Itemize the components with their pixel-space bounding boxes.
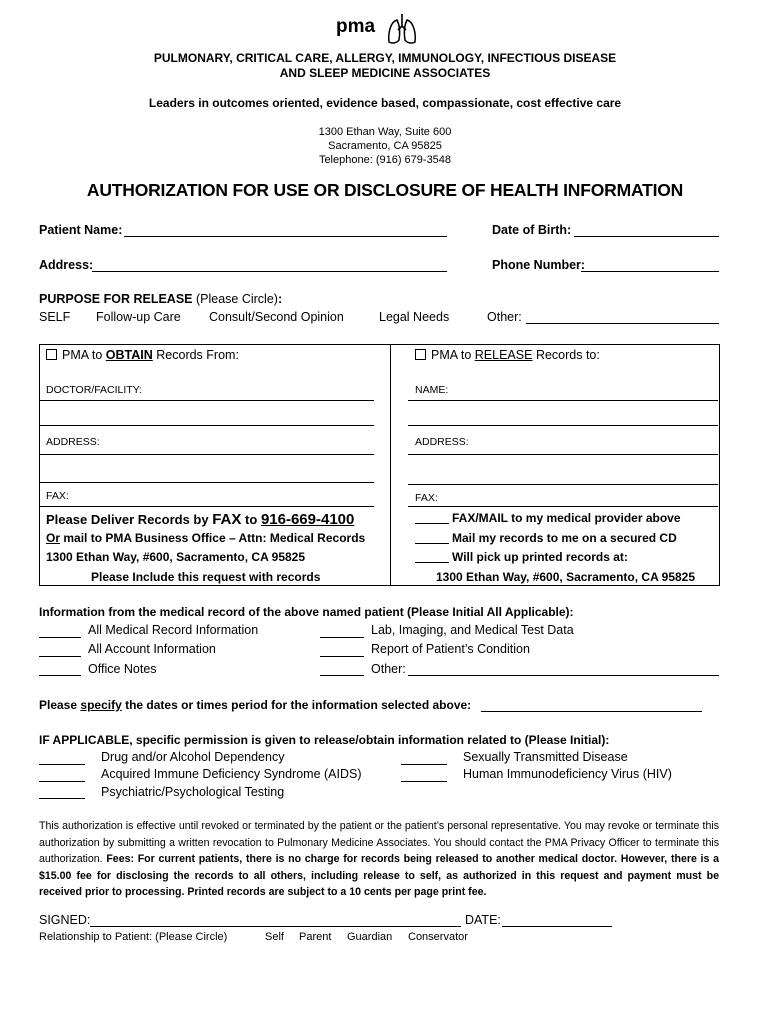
pickup-address: 1300 Ethan Way, #600, Sacramento, CA 95825 bbox=[436, 570, 696, 584]
release-fax-field[interactable] bbox=[408, 506, 718, 507]
phone-label: Phone Number: bbox=[492, 258, 586, 272]
perm-initial-blank-3[interactable] bbox=[39, 798, 85, 799]
release-address-label: ADDRESS: bbox=[415, 436, 469, 448]
purpose-option-followup[interactable]: Follow-up Care bbox=[96, 310, 181, 324]
lungs-icon bbox=[386, 12, 418, 46]
legal-text: This authorization is effective until revoked or terminated by the patient or the patient’s personal representative. You may revoke or terminate this authorization by submitting a written revocation to Pulmonary Medicine Associates. You should contact the PMA Privacy Officer to terminate this authorization. bbox=[39, 820, 719, 865]
obtain-address-field-2[interactable] bbox=[39, 482, 374, 483]
info-initial-blank-6[interactable] bbox=[320, 675, 364, 676]
info-item-account: All Account Information bbox=[88, 642, 216, 656]
dates-field[interactable] bbox=[481, 711, 702, 712]
org-address-line1: 1300 Ethan Way, Suite 600 bbox=[318, 126, 452, 138]
form-title: AUTHORIZATION FOR USE OR DISCLOSURE OF HEALTH INFORMATION bbox=[86, 180, 684, 200]
business-office-address: 1300 Ethan Way, #600, Sacramento, CA 95825 bbox=[46, 550, 306, 564]
signature-field[interactable] bbox=[90, 926, 461, 927]
info-item-lab-imaging: Lab, Imaging, and Medical Test Data bbox=[371, 623, 574, 637]
info-item-other: Other: bbox=[371, 662, 406, 676]
doctor-facility-label: DOCTOR/FACILITY: bbox=[46, 384, 143, 396]
org-name-line1: PULMONARY, CRITICAL CARE, ALLERGY, IMMUNOLOGY, INFECTIOUS DISEASE bbox=[153, 51, 617, 65]
obtain-fax-field[interactable] bbox=[39, 506, 374, 507]
org-name-line2: AND SLEEP MEDICINE ASSOCIATES bbox=[279, 66, 491, 80]
fax-number: 916-669-4100 bbox=[260, 511, 355, 528]
release-option1-blank[interactable] bbox=[415, 523, 449, 524]
deliver-by-fax: Please Deliver Records by FAX to 916-669-4100 bbox=[46, 511, 355, 528]
relationship-label: Relationship to Patient: (Please Circle) bbox=[39, 931, 228, 943]
release-name-label: NAME: bbox=[415, 384, 449, 396]
release-address-field-2[interactable] bbox=[408, 484, 718, 485]
signed-label: SIGNED: bbox=[39, 913, 91, 927]
info-initial-blank-1[interactable] bbox=[39, 637, 81, 638]
obtain-address-field[interactable] bbox=[39, 454, 374, 455]
obtain-keyword: OBTAIN bbox=[105, 348, 153, 362]
release-option2: Mail my records to me on a secured CD bbox=[452, 531, 677, 545]
perm-item-aids: Acquired Immune Deficiency Syndrome (AIDS) bbox=[101, 767, 362, 781]
info-other-field[interactable] bbox=[408, 675, 719, 676]
info-heading: Information from the medical record of the above named patient (Please Initial All Applicable): bbox=[39, 605, 574, 619]
info-initial-blank-3[interactable] bbox=[39, 675, 81, 676]
dates-prompt: Please specify the dates or times period for the information selected above: bbox=[39, 698, 472, 712]
dob-field[interactable] bbox=[574, 236, 719, 237]
date-label: DATE: bbox=[465, 913, 501, 927]
purpose-label: PURPOSE FOR RELEASE bbox=[39, 292, 193, 306]
org-address-line2: Sacramento, CA 95825 bbox=[328, 140, 442, 152]
include-request-note: Please Include this request with records bbox=[91, 570, 321, 584]
purpose-other-field[interactable] bbox=[526, 323, 719, 324]
address-field[interactable] bbox=[92, 271, 447, 272]
obtain-address-label: ADDRESS: bbox=[46, 436, 100, 448]
info-item-report-condition: Report of Patient’s Condition bbox=[371, 642, 530, 656]
signature-date-field[interactable] bbox=[502, 926, 612, 927]
relationship-parent[interactable]: Parent bbox=[299, 931, 332, 943]
legal-paragraph bbox=[39, 818, 719, 901]
release-checkbox[interactable] bbox=[415, 349, 426, 360]
perm-item-drug-alcohol: Drug and/or Alcohol Dependency bbox=[101, 750, 285, 764]
perm-initial-blank-2[interactable] bbox=[39, 781, 85, 782]
doctor-facility-field[interactable] bbox=[39, 400, 374, 401]
address-label: Address: bbox=[39, 258, 94, 272]
release-option3: Will pick up printed records at: bbox=[452, 550, 628, 564]
purpose-option-self[interactable]: SELF bbox=[39, 310, 71, 324]
obtain-heading: PMA to OBTAIN Records From: bbox=[46, 348, 239, 362]
release-option1: FAX/MAIL to my medical provider above bbox=[452, 511, 681, 525]
release-option2-blank[interactable] bbox=[415, 543, 449, 544]
release-address-field[interactable] bbox=[408, 454, 718, 455]
info-item-all-medical: All Medical Record Information bbox=[88, 623, 259, 637]
fees-text: Fees: For current patients, there is no charge for records being released to another medical doctor. However, there is a $15.00 fee for disclosing the records to all others, including release to self, as authorized in this request and payment must be received prior to processing. Printed records are subject to a 10 cents per page print fee. bbox=[39, 853, 719, 898]
release-option3-blank[interactable] bbox=[415, 562, 449, 563]
obtain-fax-label: FAX: bbox=[46, 490, 69, 502]
release-keyword: RELEASE bbox=[474, 348, 533, 362]
purpose-hint: (Please Circle) bbox=[195, 292, 278, 306]
phone-field[interactable] bbox=[581, 271, 719, 272]
relationship-guardian[interactable]: Guardian bbox=[347, 931, 393, 943]
release-name-field-2[interactable] bbox=[408, 425, 718, 426]
perm-item-psych: Psychiatric/Psychological Testing bbox=[101, 785, 285, 799]
purpose-heading: PURPOSE FOR RELEASE (Please Circle): bbox=[39, 292, 283, 306]
perm-initial-blank-4[interactable] bbox=[401, 764, 447, 765]
patient-name-label: Patient Name: bbox=[39, 223, 123, 237]
patient-name-field[interactable] bbox=[124, 236, 447, 237]
info-initial-blank-4[interactable] bbox=[320, 637, 364, 638]
tagline: Leaders in outcomes oriented, evidence based, compassionate, cost effective care bbox=[148, 96, 622, 110]
dob-label: Date of Birth: bbox=[492, 223, 572, 237]
info-initial-blank-2[interactable] bbox=[39, 656, 81, 657]
logo-text: pma bbox=[336, 16, 376, 37]
relationship-conservator[interactable]: Conservator bbox=[408, 931, 468, 943]
records-box-divider bbox=[390, 344, 391, 585]
purpose-option-other[interactable]: Other: bbox=[487, 310, 522, 324]
perm-initial-blank-1[interactable] bbox=[39, 764, 85, 765]
org-phone: Telephone: (916) 679-3548 bbox=[318, 154, 452, 166]
perm-item-hiv: Human Immunodeficiency Virus (HIV) bbox=[463, 767, 672, 781]
release-name-field[interactable] bbox=[408, 400, 718, 401]
relationship-self[interactable]: Self bbox=[265, 931, 284, 943]
perm-item-std: Sexually Transmitted Disease bbox=[463, 750, 628, 764]
obtain-checkbox[interactable] bbox=[46, 349, 57, 360]
doctor-facility-field-2[interactable] bbox=[39, 425, 374, 426]
permission-heading: IF APPLICABLE, specific permission is given to release/obtain information related to (Please Initial): bbox=[39, 733, 610, 747]
perm-initial-blank-5[interactable] bbox=[401, 781, 447, 782]
info-initial-blank-5[interactable] bbox=[320, 656, 364, 657]
info-item-office-notes: Office Notes bbox=[88, 662, 157, 676]
logo bbox=[336, 16, 375, 38]
mail-to-business-office: Or mail to PMA Business Office – Attn: Medical Records bbox=[46, 531, 366, 545]
release-heading: PMA to RELEASE Records to: bbox=[415, 348, 600, 362]
purpose-option-legal[interactable]: Legal Needs bbox=[379, 310, 450, 324]
release-fax-label: FAX: bbox=[415, 492, 438, 504]
purpose-option-consult[interactable]: Consult/Second Opinion bbox=[209, 310, 344, 324]
